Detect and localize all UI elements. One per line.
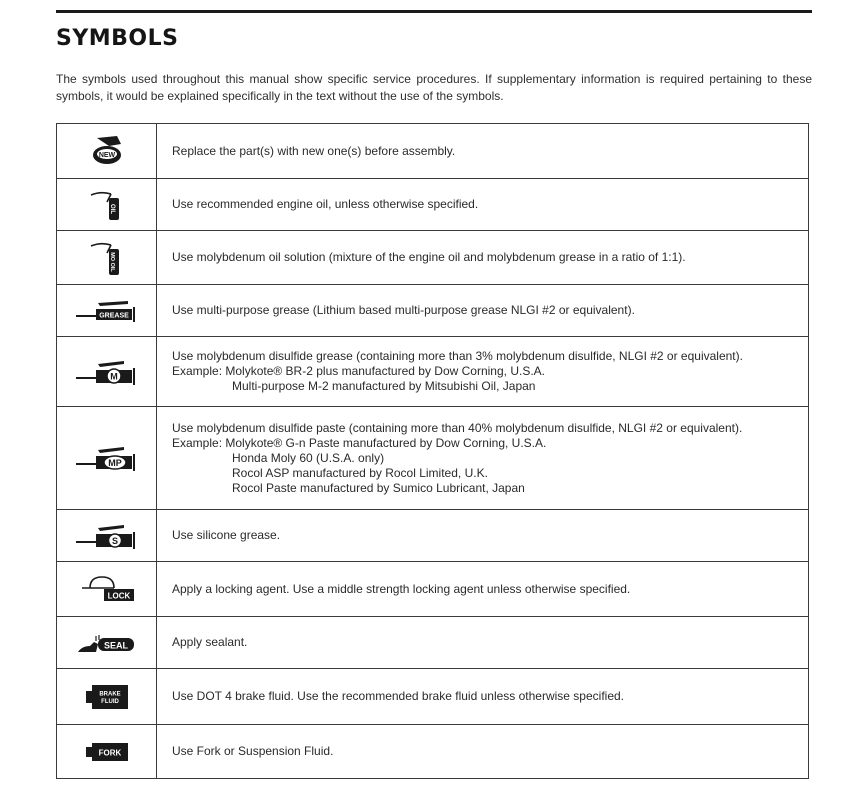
svg-text:FORK: FORK	[98, 748, 121, 757]
symbol-description: Apply sealant.	[172, 635, 248, 649]
example-line: Honda Moly 60 (U.S.A. only)	[232, 450, 385, 465]
moly-paste-icon	[57, 407, 157, 510]
symbol-description: Use molybdenum disulfide grease (containing more than 3% molybdenum disulfide, NLGI #2 or equivalent).	[172, 349, 743, 363]
svg-text:LOCK: LOCK	[107, 591, 130, 601]
svg-text:FLUID: FLUID	[100, 698, 119, 705]
symbol-description: Use DOT 4 brake fluid. Use the recommended brake fluid unless otherwise specified.	[172, 689, 624, 703]
svg-text:NEW: NEW	[98, 152, 115, 159]
svg-text:BRAKE: BRAKE	[98, 691, 121, 697]
table-row	[57, 124, 809, 179]
symbol-description: Use multi-purpose grease (Lithium based multi-purpose grease NLGI #2 or equivalent).	[172, 303, 635, 317]
table-row	[57, 617, 809, 669]
symbol-description: Use silicone grease.	[172, 528, 281, 542]
table-row	[57, 179, 809, 231]
svg-text:M: M	[109, 371, 118, 381]
symbol-description: Use recommended engine oil, unless otherwise specified.	[172, 197, 479, 211]
sealant-icon	[57, 617, 157, 669]
intro-paragraph: The symbols used throughout this manual show specific service procedures. If supplementary information is required pertaining to these symbols, it would be explained specifically in the text without the use of the symbols.	[56, 72, 812, 103]
symbol-description: Use Fork or Suspension Fluid.	[172, 744, 334, 758]
table-row	[57, 669, 809, 725]
example-line: Rocol Paste manufactured by Sumico Lubricant, Japan	[232, 480, 525, 495]
table-row	[57, 725, 809, 779]
svg-text:OIL: OIL	[108, 203, 115, 214]
moly-oil-icon	[57, 231, 157, 285]
brake-fluid-icon	[57, 669, 157, 725]
fork-fluid-icon	[57, 725, 157, 779]
table-row	[57, 285, 809, 337]
example-line: Multi-purpose M-2 manufactured by Mitsubishi Oil, Japan	[232, 379, 536, 393]
table-row	[57, 407, 809, 510]
symbol-description: Replace the part(s) with new one(s) before assembly.	[172, 143, 456, 158]
symbol-description: Apply a locking agent. Use a middle strength locking agent unless otherwise specified.	[172, 581, 631, 596]
grease-gun-icon	[57, 285, 157, 337]
moly-grease-icon	[57, 337, 157, 407]
svg-text:GREASE: GREASE	[98, 312, 129, 319]
new-part-icon	[57, 124, 157, 179]
table-row	[57, 337, 809, 407]
svg-text:SEAL: SEAL	[103, 640, 128, 650]
table-row	[57, 231, 809, 285]
example-line: Example: Molykote® G-n Paste manufactured by Dow Corning, U.S.A.	[172, 435, 547, 450]
top-rule	[56, 10, 812, 13]
locking-agent-icon	[57, 562, 157, 617]
table-row	[57, 510, 809, 562]
svg-text:MO OIL: MO OIL	[108, 251, 115, 272]
example-line: Rocol ASP manufactured by Rocol Limited, U.K.	[232, 465, 488, 480]
symbol-description: Use molybdenum disulfide paste (containing more than 40% molybdenum disulfide, NLGI #2 or equivalent).	[172, 420, 743, 435]
page-title: SYMBOLS	[56, 26, 179, 51]
silicone-grease-icon	[57, 510, 157, 562]
table-row	[57, 562, 809, 617]
engine-oil-icon	[57, 179, 157, 231]
example-line: Example: Molykote® BR-2 plus manufactured by Dow Corning, U.S.A.	[172, 364, 545, 378]
symbol-description: Use molybdenum oil solution (mixture of the engine oil and molybdenum grease in a ratio of 1:1).	[172, 250, 686, 264]
symbols-table	[56, 123, 809, 779]
svg-text:MP: MP	[107, 458, 122, 468]
svg-text:S: S	[111, 535, 118, 546]
